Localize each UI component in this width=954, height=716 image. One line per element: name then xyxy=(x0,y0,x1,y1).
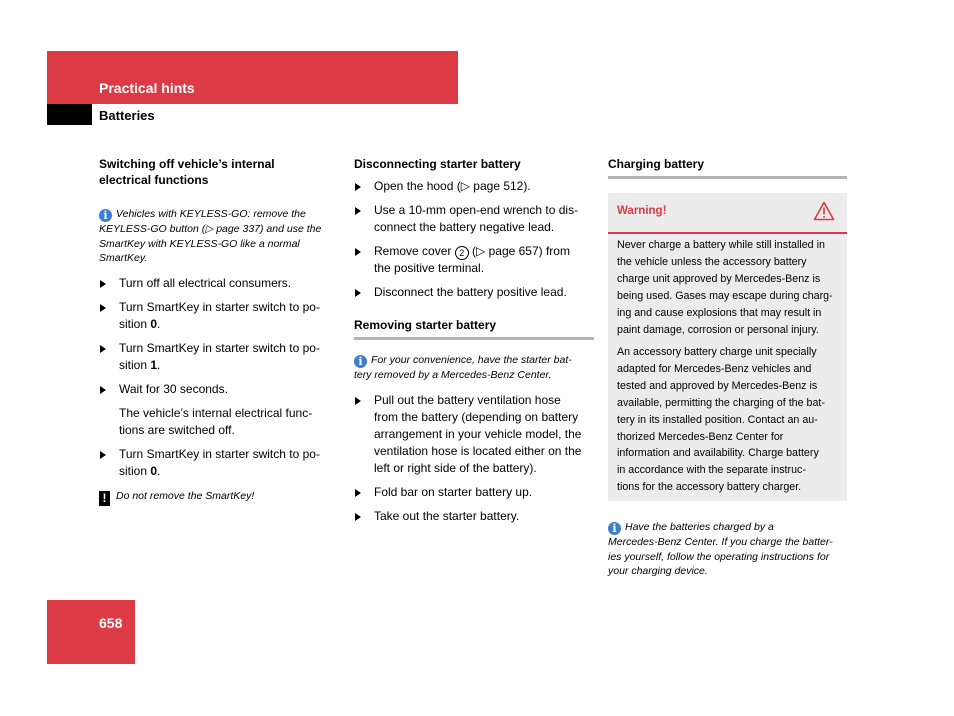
step-open-hood: Open the hood (▷ page 512). xyxy=(354,178,594,195)
step-disconnect-positive: Disconnect the battery positive lead. xyxy=(354,284,594,301)
column-disconnect-remove xyxy=(354,156,594,525)
step-remove-cover: Remove cover 2 (▷ page 657) from the positive terminal. xyxy=(354,243,594,277)
info-note-charging: i Have the batteries charged by a Mercedes-Benz Center. If you charge the batter- ies yourself, follow the operating instructions for your charging device. xyxy=(608,521,833,578)
header-band xyxy=(47,51,458,104)
step-switch-pos-0-again: Turn SmartKey in starter switch to po- sition 0. xyxy=(99,446,339,480)
bullet-arrow-icon xyxy=(100,304,106,312)
bullet-arrow-icon xyxy=(355,183,361,191)
info-icon: i xyxy=(99,209,112,222)
step-switch-pos-0: Turn SmartKey in starter switch to po- sition 0. xyxy=(99,299,339,333)
bullet-arrow-icon xyxy=(100,386,106,394)
info-icon: i xyxy=(608,522,621,535)
info-icon: i xyxy=(354,355,367,368)
bullet-arrow-icon xyxy=(355,513,361,521)
heading-switching-off: Switching off vehicle’s internal electrical functions xyxy=(99,157,275,187)
warning-paragraph-2: An accessory battery charge unit specially adapted for Mercedes-Benz vehicles and tested and approved by Mercedes-Benz is available, permitting the charging of the bat- tery in its installed position. Contact an au- thorized Mercedes-Benz Center for information and availability. Charge battery in accordance with the separate instruc- tions for the accessory battery charger. xyxy=(617,346,825,494)
bullet-arrow-icon xyxy=(355,207,361,215)
bullet-arrow-icon xyxy=(355,489,361,497)
step-turn-off-consumers: Turn off all electrical consumers. xyxy=(99,275,339,292)
heading-disconnecting: Disconnecting starter battery xyxy=(354,157,521,171)
bullet-arrow-icon xyxy=(355,248,361,256)
bullet-arrow-icon xyxy=(100,345,106,353)
heading-rule xyxy=(354,337,594,340)
bullet-arrow-icon xyxy=(100,280,106,288)
subsection-title: Batteries xyxy=(99,108,155,123)
step-fold-bar: Fold bar on starter battery up. xyxy=(354,484,594,501)
page-number-band xyxy=(47,600,135,664)
exclamation-icon: ! xyxy=(99,491,110,506)
step-wait: Wait for 30 seconds. xyxy=(99,381,339,398)
callout-number-icon: 2 xyxy=(455,246,469,260)
warning-rule xyxy=(608,232,847,234)
info-note-keyless: i Vehicles with KEYLESS-GO: remove the KEYLESS-GO button (▷ page 337) and use the SmartKey with KEYLESS-GO like a normal SmartKey. xyxy=(99,208,322,265)
warning-triangle-icon xyxy=(813,201,835,221)
section-title: Practical hints xyxy=(99,80,195,96)
section-tab xyxy=(47,104,92,125)
heading-rule xyxy=(608,176,847,179)
step-switch-pos-1: Turn SmartKey in starter switch to po- sition 1. xyxy=(99,340,339,374)
step-take-out: Take out the starter battery. xyxy=(354,508,594,525)
warning-box xyxy=(608,193,847,501)
info-note-removal: i For your convenience, have the starter bat- tery removed by a Mercedes-Benz Center. xyxy=(354,354,572,381)
warning-paragraph-1: Never charge a battery while still installed in the vehicle unless the accessory battery charge unit approved by Mercedes-Benz is being used. Gases may escape during charg- ing and cause explosions that may result in paint damage, corrosion or personal injury. xyxy=(617,239,833,336)
column-switching-off xyxy=(99,156,339,506)
heading-removing: Removing starter battery xyxy=(354,318,497,332)
heading-charging: Charging battery xyxy=(608,157,705,171)
step-disconnect-negative: Use a 10-mm open-end wrench to dis- connect the battery negative lead. xyxy=(354,202,594,236)
bullet-arrow-icon xyxy=(355,397,361,405)
step-pull-hose: Pull out the battery ventilation hose from the battery (depending on battery arrangement in your vehicle model, the ventilation hose is located either on the left or right side of the battery). xyxy=(354,392,594,477)
warning-note-smartkey: ! Do not remove the SmartKey! xyxy=(99,489,339,506)
bullet-arrow-icon xyxy=(100,451,106,459)
column-charging xyxy=(608,156,847,179)
result-text: The vehicle’s internal electrical func- tions are switched off. xyxy=(119,405,313,437)
page-number: 658 xyxy=(99,615,123,631)
warning-title: Warning! xyxy=(617,205,667,217)
bullet-arrow-icon xyxy=(355,289,361,297)
